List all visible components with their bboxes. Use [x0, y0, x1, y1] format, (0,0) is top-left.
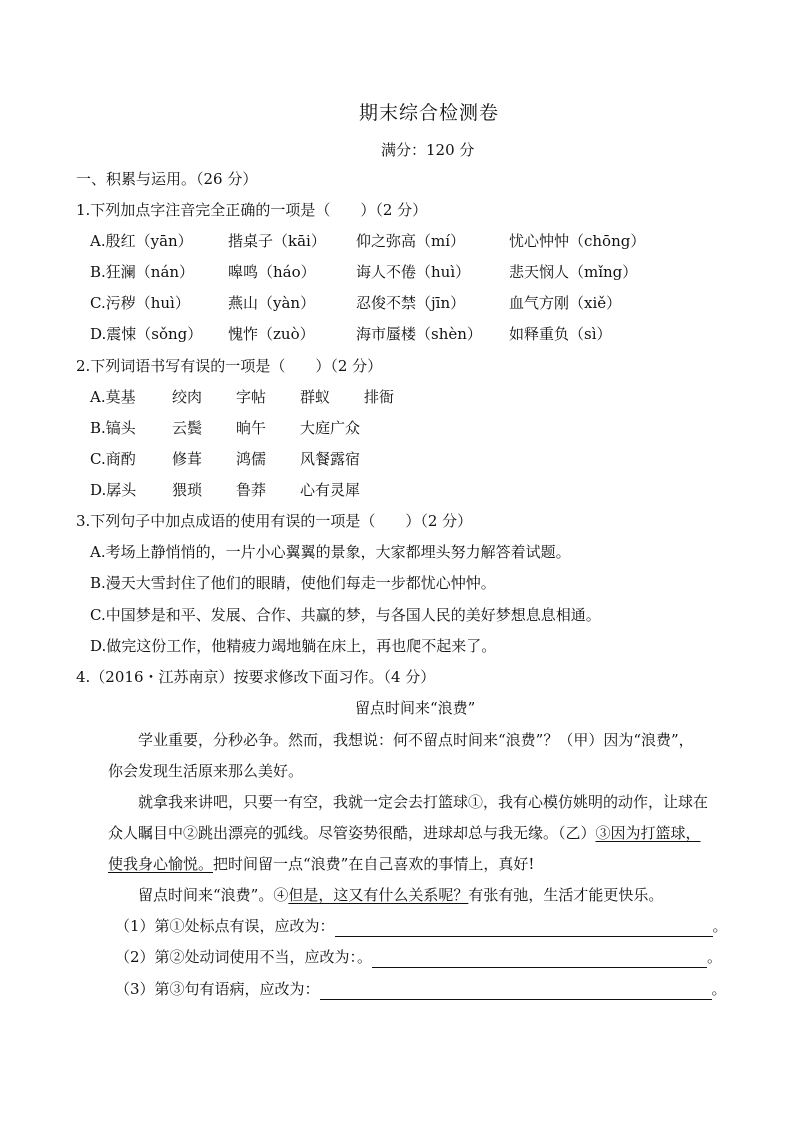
- sub-question-1: [115, 915, 728, 937]
- q2-word: C.商酌: [90, 450, 136, 468]
- sub-question-1-text: （1）第①处标点有误，应改为：: [115, 917, 335, 935]
- question-3-stem: 3.下列句子中加点成语的使用有误的一项是（ ）（2 分）: [76, 512, 473, 530]
- question-1-stem: 1.下列加点字注音完全正确的一项是（ ）（2 分）: [76, 201, 428, 219]
- essay-paragraph-1a: 学业重要，分秒必争。然而，我想说：何不留点时间来“浪费”？（甲）因为“浪费”，: [138, 731, 694, 749]
- q1-option-a3: 仰之弥高（mí）: [356, 232, 466, 250]
- q2-word: 心有灵犀: [300, 481, 361, 499]
- q1-option-c1: C.污秽（huì）: [90, 294, 190, 312]
- essay-paragraph-3: [138, 884, 663, 906]
- question-4-stem: 4.（2016・江苏南京）按要求修改下面习作。（4 分）: [76, 668, 436, 686]
- q2-word: D.孱头: [90, 481, 137, 499]
- answer-line-1[interactable]: [335, 920, 713, 937]
- q3-option-a: A.考场上静悄悄的，一片小心翼翼的景象，大家都埋头努力解答着试题。: [90, 543, 571, 561]
- q2-word: 字帖: [236, 388, 267, 406]
- sub-question-2: [115, 946, 722, 968]
- underlined-sentence-4: 但是，这又有什么关系呢？: [288, 886, 469, 904]
- essay-paragraph-2c: [108, 853, 534, 875]
- q1-option-d3: 海市蜃楼（shèn）: [356, 325, 482, 343]
- essay-text: 有张有弛，生活才能更快乐。: [468, 886, 664, 904]
- answer-line-3[interactable]: [320, 983, 712, 1000]
- q3-option-b: B.漫天大雪封住了他们的眼睛，使他们每走一步都忧心忡忡。: [90, 574, 496, 592]
- underlined-sentence-3: ③因为打篮球，: [595, 824, 701, 842]
- sub-question-3-text: （3）第③句有语病，应改为：: [115, 980, 320, 998]
- page-title: 期末综合检测卷: [359, 102, 500, 124]
- period: 。: [712, 917, 728, 935]
- q2-word: 云鬓: [172, 419, 203, 437]
- q3-option-c: C.中国梦是和平、发展、合作、共赢的梦，与各国人民的美好梦想息息相通。: [90, 606, 601, 624]
- q3-option-d: D.做完这份工作，他精疲力竭地躺在床上，再也爬不起来了。: [90, 637, 497, 655]
- q2-word: 风餐露宿: [300, 450, 361, 468]
- sub-question-3: [115, 978, 727, 1000]
- essay-text: 把时间留一点“浪费”在自己喜欢的事情上，真好!: [213, 855, 535, 873]
- essay-text: 众人瞩目中②跳出漂亮的弧线。尽管姿势很酷，进球却总与我无缘。（乙）: [108, 824, 596, 842]
- q2-word: 猥琐: [172, 481, 203, 499]
- essay-paragraph-1b: 你会发现生活原来那么美好。: [108, 762, 304, 780]
- q1-option-b1: B.狂澜（nán）: [90, 263, 195, 281]
- q2-word: 修葺: [172, 450, 203, 468]
- essay-paragraph-2a: 就拿我来讲吧，只要一有空，我就一定会去打篮球①，我有心模仿姚明的动作，让球在: [138, 793, 709, 811]
- question-2-stem: 2.下列词语书写有误的一项是（ ）（2 分）: [76, 357, 383, 375]
- q2-word: B.镐头: [90, 419, 136, 437]
- q1-option-d2: 愧怍（zuò）: [228, 325, 315, 343]
- q1-option-a1: A.殷红（yān）: [90, 232, 193, 250]
- q2-word: 排衙: [364, 388, 395, 406]
- q2-word: 鸿儒: [236, 450, 267, 468]
- q2-word: 群蚁: [300, 388, 331, 406]
- essay-paragraph-2b: [108, 822, 701, 844]
- q2-word: 绞肉: [172, 388, 203, 406]
- essay-text: 留点时间来“浪费”。④: [138, 886, 289, 904]
- underlined-sentence-3-cont: 使我身心愉悦。: [108, 855, 214, 873]
- total-score: 满分：120 分: [381, 141, 475, 159]
- q1-option-a2: 揩桌子（kāi）: [228, 232, 326, 250]
- answer-line-2[interactable]: [372, 951, 707, 968]
- q1-option-c3: 忍俊不禁（jīn）: [356, 294, 466, 312]
- q1-option-b2: 嗥鸣（háo）: [228, 263, 316, 281]
- q1-option-c4: 血气方刚（xiě）: [509, 294, 622, 312]
- q2-word: 鲁莽: [236, 481, 267, 499]
- q1-option-d1: D.震悚（sǒng）: [90, 325, 203, 343]
- section-heading: 一、积累与运用。（26 分）: [76, 170, 258, 188]
- essay-title: 留点时间来“浪费”: [355, 699, 476, 717]
- period: 。: [707, 948, 723, 966]
- sub-question-2-text: （2）第②处动词使用不当，应改为：。: [115, 948, 373, 966]
- q1-option-d4: 如释重负（sì）: [509, 325, 612, 343]
- q1-option-b4: 悲天悯人（mǐng）: [509, 263, 638, 281]
- q1-option-b3: 诲人不倦（huì）: [356, 263, 471, 281]
- q1-option-c2: 燕山（yàn）: [228, 294, 316, 312]
- period: 。: [711, 980, 727, 998]
- q2-word: 晌午: [236, 419, 267, 437]
- q1-option-a4: 忧心忡忡（chōng）: [509, 232, 646, 250]
- q2-word: A.莫基: [90, 388, 136, 406]
- q2-word: 大庭广众: [300, 419, 361, 437]
